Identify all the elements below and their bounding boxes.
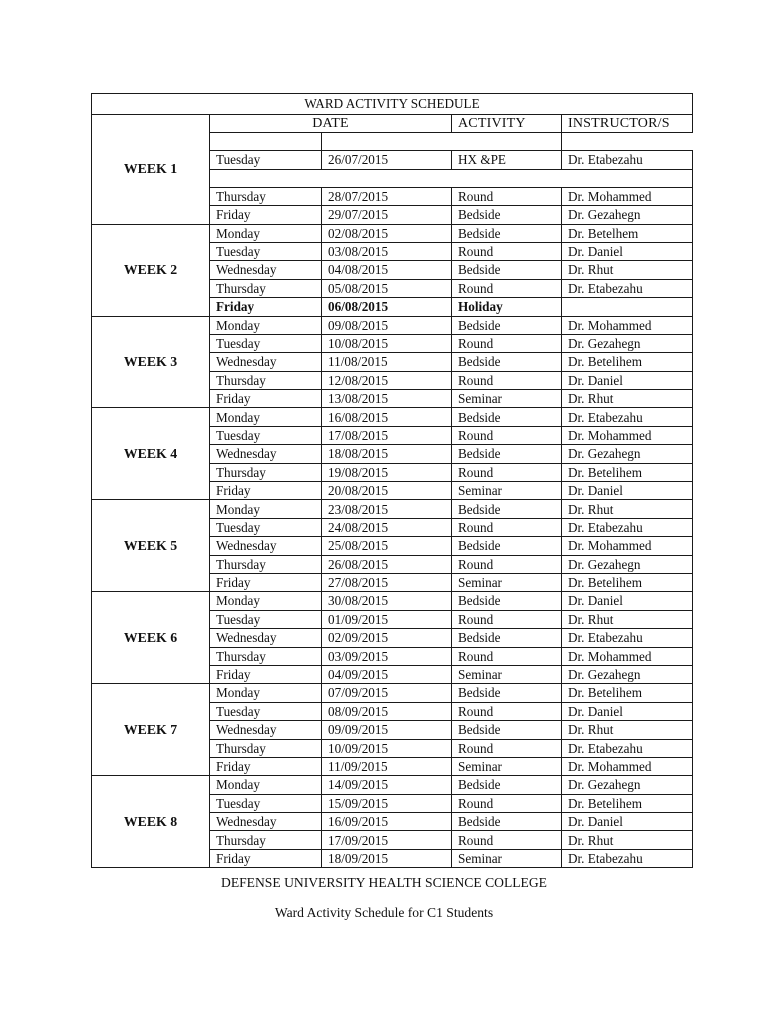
day-cell: Thursday: [210, 279, 322, 297]
day-cell: Friday: [210, 665, 322, 683]
activity-cell: Bedside: [452, 316, 562, 334]
college-name: DEFENSE UNIVERSITY HEALTH SCIENCE COLLEGE: [221, 875, 547, 890]
day-cell: Thursday: [210, 831, 322, 849]
instructor-cell: Dr. Etabezahu: [562, 408, 693, 426]
instructor-cell: Dr. Daniel: [562, 592, 693, 610]
day-cell: Wednesday: [210, 353, 322, 371]
instructor-cell: Dr. Mohammed: [562, 426, 693, 444]
activity-cell: Round: [452, 187, 562, 205]
day-cell: Friday: [210, 482, 322, 500]
day-cell: Friday: [210, 206, 322, 224]
day-cell: Friday: [210, 390, 322, 408]
date-cell: 09/09/2015: [322, 721, 452, 739]
activity-cell: Round: [452, 279, 562, 297]
day-cell: Monday: [210, 592, 322, 610]
instructor-cell: Dr. Daniel: [562, 702, 693, 720]
activity-cell: Seminar: [452, 849, 562, 867]
date-cell: 06/08/2015: [322, 298, 452, 316]
week-label: WEEK 8: [92, 776, 210, 868]
date-cell: 03/08/2015: [322, 242, 452, 260]
week-label: WEEK 4: [92, 408, 210, 500]
activity-cell: Bedside: [452, 224, 562, 242]
activity-cell: Bedside: [452, 261, 562, 279]
date-cell: 01/09/2015: [322, 610, 452, 628]
date-cell: 02/08/2015: [322, 224, 452, 242]
day-cell: Wednesday: [210, 537, 322, 555]
day-cell: Tuesday: [210, 518, 322, 536]
instructor-cell: Dr. Rhut: [562, 610, 693, 628]
date-cell: 11/09/2015: [322, 757, 452, 775]
date-cell: 25/08/2015: [322, 537, 452, 555]
table-row: [92, 224, 693, 242]
day-cell: Friday: [210, 298, 322, 316]
instructor-cell: Dr. Gezahegn: [562, 555, 693, 573]
instructor-cell: Dr. Mohammed: [562, 187, 693, 205]
activity-cell: Bedside: [452, 684, 562, 702]
title-row: [92, 94, 693, 115]
instructor-cell: Dr. Betelihem: [562, 794, 693, 812]
activity-cell: HX &PE: [452, 151, 562, 169]
date-cell: 02/09/2015: [322, 629, 452, 647]
empty-cell: [210, 133, 322, 151]
activity-cell: Seminar: [452, 390, 562, 408]
table-row: [92, 500, 693, 518]
instructor-cell: Dr. Betelihem: [562, 573, 693, 591]
date-cell: 07/09/2015: [322, 684, 452, 702]
date-cell: 14/09/2015: [322, 776, 452, 794]
instructor-cell: Dr. Etabezahu: [562, 151, 693, 169]
day-cell: Thursday: [210, 739, 322, 757]
day-cell: Tuesday: [210, 702, 322, 720]
activity-cell: Seminar: [452, 573, 562, 591]
day-cell: Wednesday: [210, 629, 322, 647]
activity-cell: Round: [452, 555, 562, 573]
activity-cell: Bedside: [452, 353, 562, 371]
instructor-cell: Dr. Rhut: [562, 721, 693, 739]
day-cell: Tuesday: [210, 610, 322, 628]
day-cell: Wednesday: [210, 261, 322, 279]
activity-cell: Bedside: [452, 813, 562, 831]
date-cell: 08/09/2015: [322, 702, 452, 720]
date-cell: 03/09/2015: [322, 647, 452, 665]
day-cell: Tuesday: [210, 426, 322, 444]
activity-cell: Seminar: [452, 757, 562, 775]
instructor-cell: Dr. Gezahegn: [562, 206, 693, 224]
activity-cell: Bedside: [452, 537, 562, 555]
day-cell: Thursday: [210, 555, 322, 573]
empty-cell: [210, 169, 693, 187]
date-cell: 16/08/2015: [322, 408, 452, 426]
day-cell: Thursday: [210, 371, 322, 389]
schedule-caption: Ward Activity Schedule for C1 Students: [274, 905, 494, 920]
activity-cell: Bedside: [452, 592, 562, 610]
day-cell: Monday: [210, 316, 322, 334]
empty-cell: [452, 133, 562, 151]
table-title: WARD ACTIVITY SCHEDULE: [92, 94, 693, 115]
week-label: WEEK 5: [92, 500, 210, 592]
empty-cell: [322, 133, 452, 151]
activity-cell: Holiday: [452, 298, 562, 316]
instructor-cell: Dr. Betelihem: [562, 684, 693, 702]
date-cell: 29/07/2015: [322, 206, 452, 224]
instructor-cell: Dr. Etabezahu: [562, 739, 693, 757]
instructor-cell: Dr. Daniel: [562, 371, 693, 389]
date-cell: 10/08/2015: [322, 334, 452, 352]
activity-cell: Bedside: [452, 445, 562, 463]
activity-cell: Round: [452, 463, 562, 481]
week-label: WEEK 3: [92, 316, 210, 408]
week-label: WEEK 2: [92, 224, 210, 316]
instructor-cell: Dr. Rhut: [562, 500, 693, 518]
instructor-cell: [562, 298, 693, 316]
activity-cell: Round: [452, 794, 562, 812]
table-row: [92, 592, 693, 610]
date-cell: 10/09/2015: [322, 739, 452, 757]
instructor-cell: Dr. Betelihem: [562, 353, 693, 371]
instructor-cell: Dr. Daniel: [562, 813, 693, 831]
date-cell: 15/09/2015: [322, 794, 452, 812]
day-cell: Tuesday: [210, 794, 322, 812]
table-row: [92, 776, 693, 794]
table-row: [92, 408, 693, 426]
instructor-cell: Dr. Mohammed: [562, 757, 693, 775]
date-cell: 28/07/2015: [322, 187, 452, 205]
week-label: WEEK 1: [92, 115, 210, 225]
instructor-cell: Dr. Gezahegn: [562, 445, 693, 463]
activity-cell: Seminar: [452, 482, 562, 500]
activity-cell: Bedside: [452, 629, 562, 647]
day-cell: Friday: [210, 573, 322, 591]
instructor-cell: Dr. Etabezahu: [562, 849, 693, 867]
date-cell: 04/08/2015: [322, 261, 452, 279]
day-cell: Thursday: [210, 463, 322, 481]
activity-cell: Round: [452, 702, 562, 720]
activity-cell: Bedside: [452, 408, 562, 426]
date-cell: 09/08/2015: [322, 316, 452, 334]
week-label: WEEK 7: [92, 684, 210, 776]
activity-cell: Seminar: [452, 665, 562, 683]
instructor-cell: Dr. Daniel: [562, 482, 693, 500]
instructor-cell: Dr. Daniel: [562, 242, 693, 260]
day-cell: Wednesday: [210, 721, 322, 739]
date-cell: 30/08/2015: [322, 592, 452, 610]
week-label: WEEK 6: [92, 592, 210, 684]
day-cell: Tuesday: [210, 242, 322, 260]
activity-cell: Round: [452, 610, 562, 628]
instructor-cell: Dr. Etabezahu: [562, 518, 693, 536]
instructor-cell: Dr. Betelihem: [562, 463, 693, 481]
day-cell: Wednesday: [210, 445, 322, 463]
day-cell: Monday: [210, 684, 322, 702]
day-cell: Monday: [210, 776, 322, 794]
day-cell: Monday: [210, 500, 322, 518]
date-cell: 05/08/2015: [322, 279, 452, 297]
date-header: DATE: [210, 115, 452, 133]
day-cell: Wednesday: [210, 813, 322, 831]
activity-header: ACTIVITY: [452, 115, 562, 133]
instructor-cell: Dr. Mohammed: [562, 647, 693, 665]
day-cell: Thursday: [210, 187, 322, 205]
activity-cell: Bedside: [452, 721, 562, 739]
activity-cell: Round: [452, 426, 562, 444]
date-cell: 26/08/2015: [322, 555, 452, 573]
instructor-cell: Dr. Betelhem: [562, 224, 693, 242]
activity-cell: Bedside: [452, 776, 562, 794]
table-row: [92, 316, 693, 334]
schedule-table: [91, 93, 693, 868]
activity-cell: Bedside: [452, 500, 562, 518]
date-cell: 04/09/2015: [322, 665, 452, 683]
instructor-cell: Dr. Etabezahu: [562, 279, 693, 297]
table-row: [92, 684, 693, 702]
date-cell: 23/08/2015: [322, 500, 452, 518]
instructor-cell: Dr. Rhut: [562, 261, 693, 279]
date-cell: 13/08/2015: [322, 390, 452, 408]
date-cell: 16/09/2015: [322, 813, 452, 831]
activity-cell: Round: [452, 647, 562, 665]
date-cell: 20/08/2015: [322, 482, 452, 500]
activity-cell: Round: [452, 739, 562, 757]
activity-cell: Round: [452, 242, 562, 260]
instructor-cell: Dr. Gezahegn: [562, 334, 693, 352]
day-cell: Tuesday: [210, 151, 322, 169]
day-cell: Friday: [210, 757, 322, 775]
activity-cell: Round: [452, 371, 562, 389]
date-cell: 17/09/2015: [322, 831, 452, 849]
date-cell: 24/08/2015: [322, 518, 452, 536]
date-cell: 17/08/2015: [322, 426, 452, 444]
date-cell: 18/08/2015: [322, 445, 452, 463]
activity-cell: Round: [452, 334, 562, 352]
day-cell: Monday: [210, 408, 322, 426]
day-cell: Thursday: [210, 647, 322, 665]
instructor-cell: Dr. Gezahegn: [562, 776, 693, 794]
header-row: [92, 115, 693, 133]
day-cell: Tuesday: [210, 334, 322, 352]
activity-cell: Round: [452, 831, 562, 849]
date-cell: 18/09/2015: [322, 849, 452, 867]
empty-cell: [562, 133, 693, 151]
date-cell: 12/08/2015: [322, 371, 452, 389]
activity-cell: Round: [452, 518, 562, 536]
day-cell: Monday: [210, 224, 322, 242]
instructor-cell: Dr. Rhut: [562, 831, 693, 849]
instructor-cell: Dr. Mohammed: [562, 316, 693, 334]
instructor-cell: Dr. Rhut: [562, 390, 693, 408]
activity-cell: Bedside: [452, 206, 562, 224]
instructors-header: INSTRUCTOR/S: [562, 115, 693, 133]
day-cell: Friday: [210, 849, 322, 867]
date-cell: 27/08/2015: [322, 573, 452, 591]
date-cell: 19/08/2015: [322, 463, 452, 481]
instructor-cell: Dr. Mohammed: [562, 537, 693, 555]
date-cell: 26/07/2015: [322, 151, 452, 169]
instructor-cell: Dr. Etabezahu: [562, 629, 693, 647]
instructor-cell: Dr. Gezahegn: [562, 665, 693, 683]
date-cell: 11/08/2015: [322, 353, 452, 371]
